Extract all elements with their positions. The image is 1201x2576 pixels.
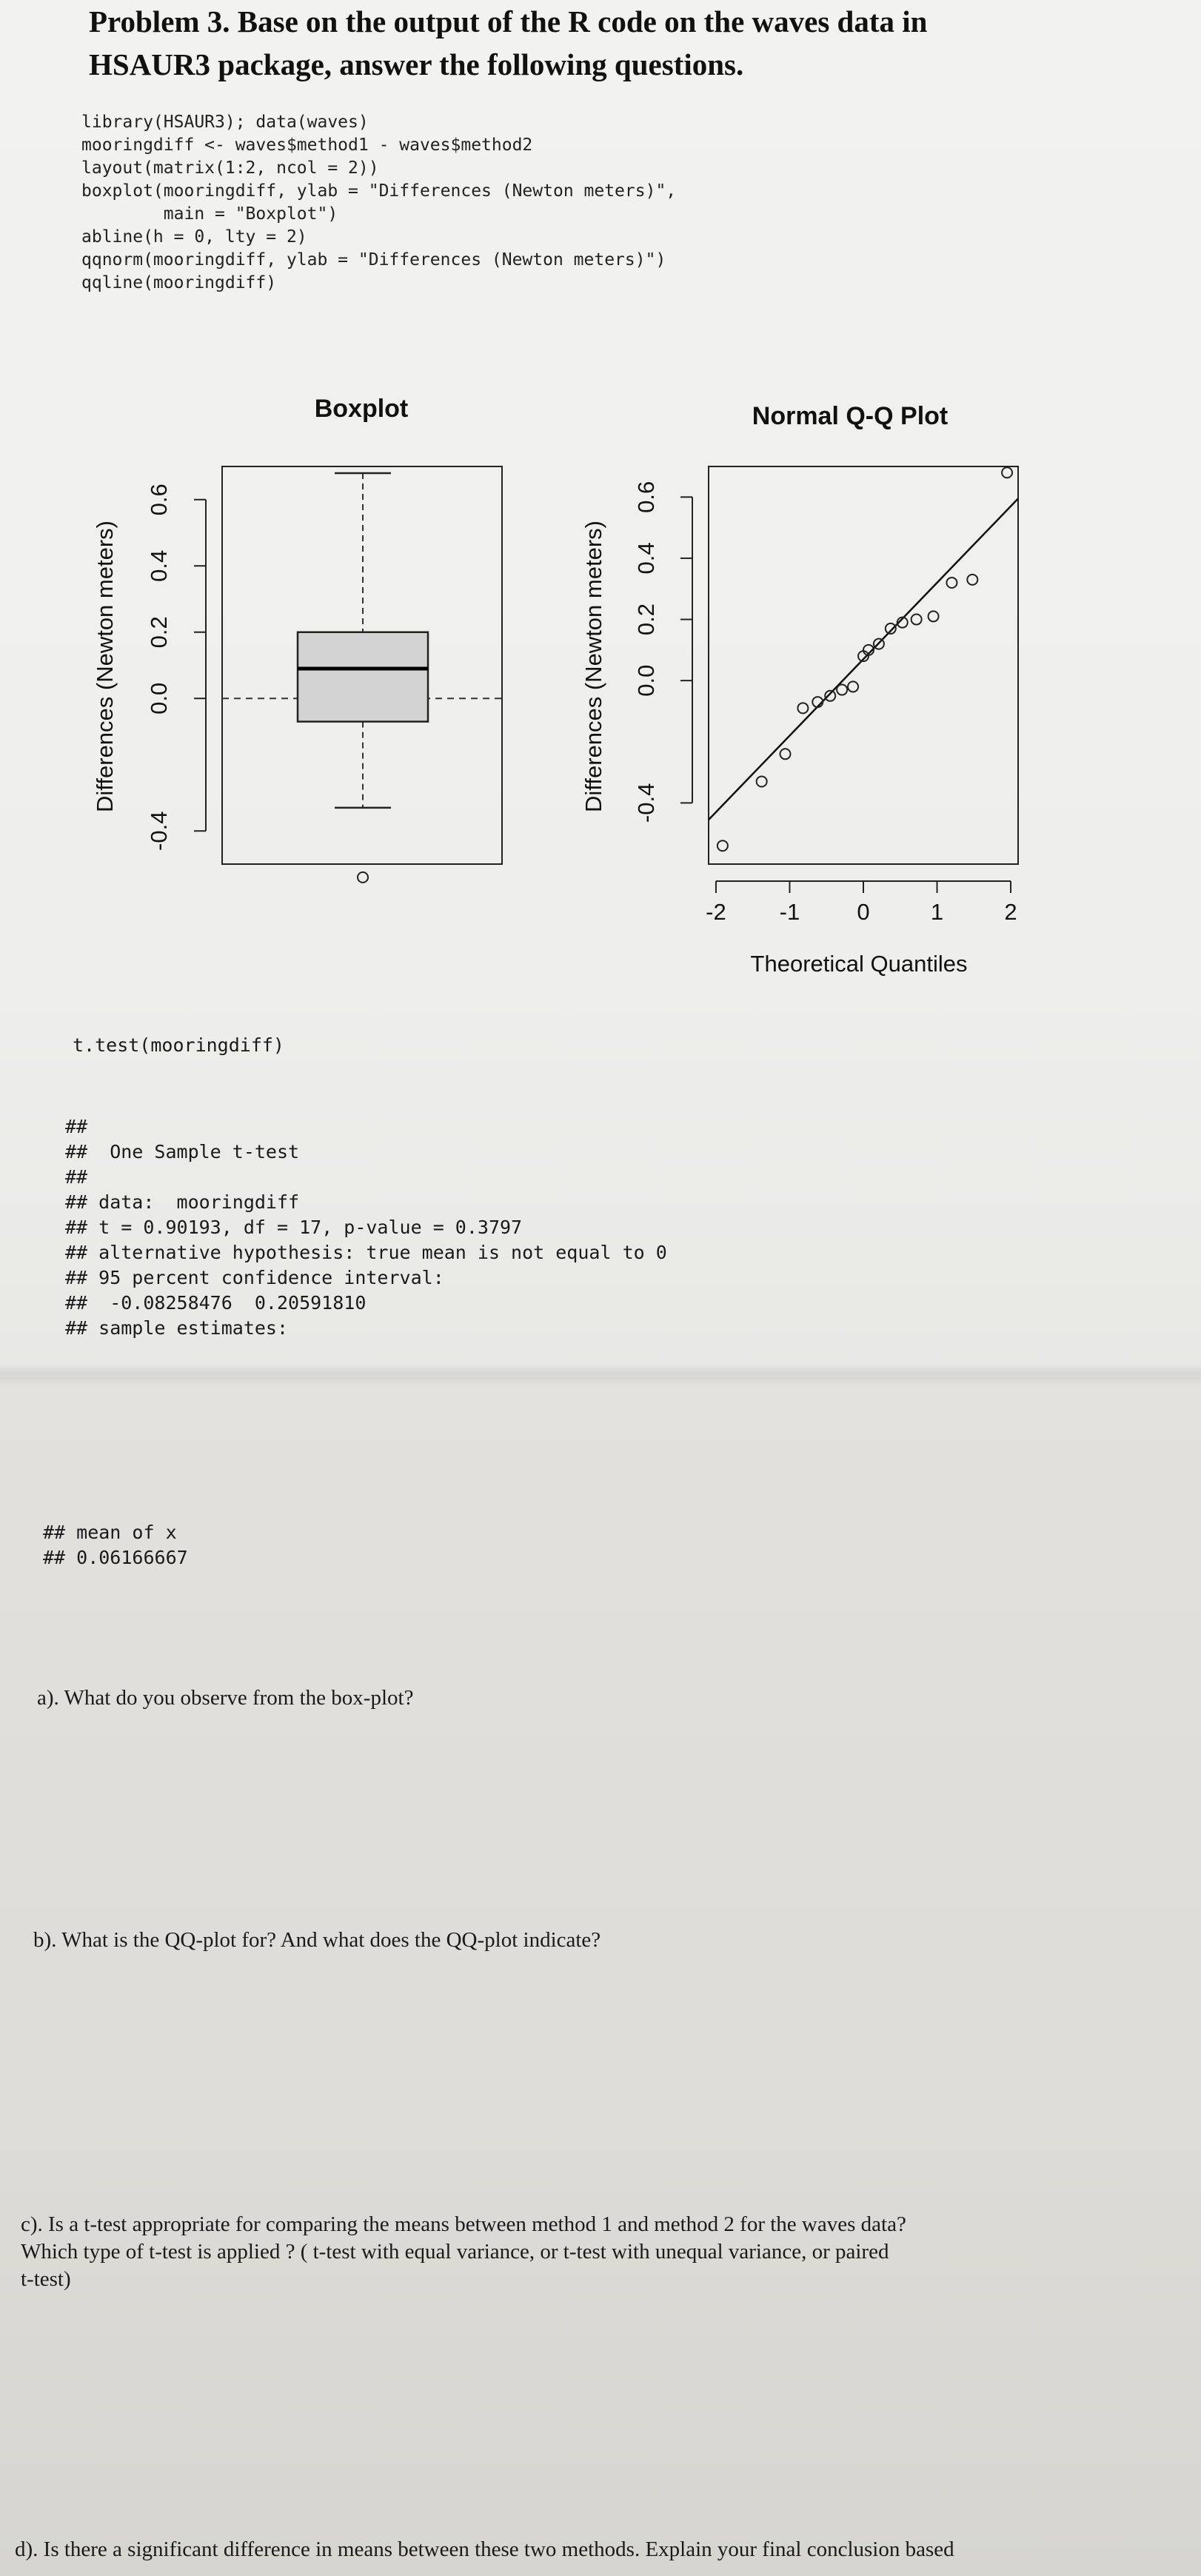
qqplot-y-tick-label: -0.4 [633,783,659,823]
interquartile-box [298,632,428,722]
problem-title-line-2: HSAUR3 package, answer the following questions. [89,47,744,81]
qqplot-point [1002,467,1012,478]
qqplot-point [837,685,847,695]
ttest-estimate [43,1520,188,1570]
qqplot-point [848,681,858,692]
page-fold [0,1362,1201,1385]
qqline [709,498,1018,820]
question-a: a). What do you observe from the box-plot? [37,1686,414,1710]
r-plot-figure [0,370,1185,988]
question-c-line-3: t-test) [21,2267,71,2291]
qqplot-point [946,578,957,588]
boxplot-and-qqplot [0,370,1185,985]
qqplot-point [717,840,728,851]
qqplot-y-tick-label: 0.0 [633,664,659,697]
estimate-line: ## mean of x [43,1522,177,1543]
output-line: ## [65,1116,88,1137]
qqplot-x-tick-label: 0 [857,899,870,925]
qqplot-point [967,575,977,585]
output-line: ## sample estimates: [65,1317,289,1339]
problem-title [89,0,1155,86]
code-line: mooringdiff <- waves$method1 - waves$method2 [81,136,533,155]
code-line: main = "Boxplot") [81,204,338,224]
boxplot-outlier-point [358,872,368,883]
problem-title-line-1: Problem 3. Base on the output of the R code on the waves data in [89,4,928,39]
boxplot-y-tick-label: -0.4 [146,811,172,851]
code-line: library(HSAUR3); data(waves) [81,113,369,132]
question-c-line-2: Which type of t-test is applied ? ( t-test with equal variance, or t-test with unequal variance, or paired [21,2240,889,2264]
qqplot-x-tick-label: -1 [779,899,800,925]
qqplot-point [929,611,939,621]
code-line: qqnorm(mooringdiff, ylab = "Differences (Newton meters)") [81,250,666,270]
question-c-line-1: c). Is a t-test appropriate for comparing the means between method 1 and method 2 for the waves data? [21,2212,906,2236]
output-line: ## 95 percent confidence interval: [65,1267,444,1288]
boxplot-y-tick-label: 0.0 [146,682,172,715]
boxplot-y-tick-label: 0.6 [146,484,172,516]
question-b: b). What is the QQ-plot for? And what does the QQ-plot indicate? [33,1928,601,1952]
boxplot-y-tick-label: 0.2 [146,616,172,649]
boxplot-y-tick-label: 0.4 [146,549,172,582]
ttest-call-text: t.test(mooringdiff) [73,1034,284,1056]
boxplot-y-axis-label: Differences (Newton meters) [92,521,118,812]
qqplot-y-tick-label: 0.4 [633,542,659,575]
qqplot-x-tick-label: 1 [930,899,944,925]
question-c [21,2211,1191,2293]
qqplot-x-tick-label: -2 [706,899,726,925]
qqplot-point [780,749,791,759]
qqplot-point [797,703,808,713]
question-d: d). Is there a significant difference in means between these two methods. Explain your final conclusion based [15,2537,954,2561]
qqplot-point [886,623,896,634]
estimate-line: ## 0.06166667 [43,1547,188,1568]
qqplot-point [757,776,767,786]
boxplot-title: Boxplot [314,395,409,423]
qqplot-y-axis-label: Differences (Newton meters) [581,521,606,812]
ttest-output [65,1114,667,1341]
qqplot-y-tick-label: 0.6 [633,481,659,513]
qqplot-x-tick-label: 2 [1004,899,1017,925]
output-line: ## [65,1166,88,1188]
code-line: qqline(mooringdiff) [81,273,277,292]
code-line: boxplot(mooringdiff, ylab = "Differences (Newton meters)", [81,181,677,201]
qqplot-x-axis-label: Theoretical Quantiles [750,951,968,977]
r-code-block [81,111,676,295]
output-line: ## data: mooringdiff [65,1191,300,1213]
code-line: layout(matrix(1:2, ncol = 2)) [81,158,379,178]
output-line: ## alternative hypothesis: true mean is not equal to 0 [65,1242,667,1263]
output-line: ## -0.08258476 0.20591810 [65,1292,367,1314]
code-line: abline(h = 0, lty = 2) [81,227,307,247]
qqplot-frame [709,466,1018,864]
qqplot-y-tick-label: 0.2 [633,603,659,636]
output-line: ## t = 0.90193, df = 17, p-value = 0.3797 [65,1217,523,1238]
ttest-call [73,1033,284,1058]
qqplot-title: Normal Q-Q Plot [752,402,949,430]
qqplot-point [911,615,922,625]
qqplot-point [825,691,835,701]
output-line: ## One Sample t-test [65,1141,300,1162]
